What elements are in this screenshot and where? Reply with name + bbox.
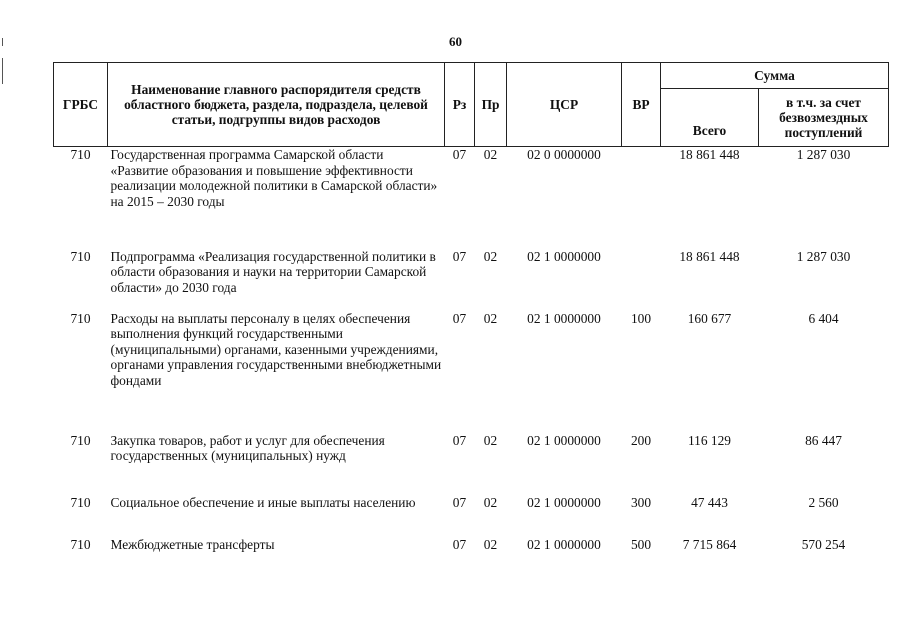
table-header [54, 63, 889, 147]
cell-free: 86 447 [805, 432, 842, 448]
cell-rz: 07 [452, 248, 467, 264]
cell-csr: 02 1 0000000 [527, 536, 601, 552]
cell-free: 2 560 [808, 494, 839, 510]
cell-grbs: 710 [70, 536, 91, 552]
table-row [54, 433, 889, 495]
cell-csr: 02 1 0000000 [527, 310, 601, 326]
cell-name: Государственная программа Самарской области «Развитие образования и повышение эффективности реализации молодежной политики в Самарской области» на 2015 – 2030 годы [110, 147, 438, 209]
cell-rz: 07 [452, 536, 467, 552]
table-row [54, 249, 889, 311]
cell-vr: 200 [630, 432, 652, 448]
header-total: Всего [661, 89, 759, 147]
cell-free: 6 404 [808, 310, 839, 326]
cell-pr: 02 [483, 248, 498, 264]
header-grbs: ГРБС [54, 63, 108, 147]
cell-vr [622, 147, 661, 249]
table-body [54, 147, 889, 557]
cell-name: Социальное обеспечение и иные выплаты населению [110, 494, 416, 510]
cell-grbs: 710 [70, 494, 91, 510]
cell-free: 1 287 030 [796, 147, 851, 162]
table-row [54, 495, 889, 537]
header-csr: ЦСР [507, 63, 622, 147]
table-row [54, 147, 889, 249]
header-rz: Рз [445, 63, 475, 147]
cell-name: Расходы на выплаты персоналу в целях обеспечения выполнения функций государственными (муниципальными) органами, казенными учреждениями, органами управления государственными внебюджетными фондами [110, 310, 442, 388]
cell-name: Межбюджетные трансферты [110, 536, 275, 552]
header-sum: Сумма [661, 63, 889, 89]
cell-free: 1 287 030 [796, 248, 851, 264]
cell-grbs: 710 [70, 147, 91, 162]
cell-rz: 07 [452, 147, 467, 162]
cell-total: 116 129 [687, 432, 732, 448]
cell-csr: 02 1 0000000 [527, 432, 601, 448]
header-vr: ВР [622, 63, 661, 147]
cell-total: 18 861 448 [679, 147, 740, 162]
cell-csr: 02 1 0000000 [527, 494, 601, 510]
cell-csr: 02 1 0000000 [527, 248, 601, 264]
cell-rz: 07 [452, 432, 467, 448]
cell-pr: 02 [483, 536, 498, 552]
table-row [54, 537, 889, 557]
budget-table [53, 62, 889, 557]
cell-rz: 07 [452, 310, 467, 326]
cell-vr [622, 249, 661, 311]
cell-pr: 02 [483, 432, 498, 448]
cell-grbs: 710 [70, 432, 91, 448]
cell-grbs: 710 [70, 248, 91, 264]
cell-grbs: 710 [70, 310, 91, 326]
cell-name: Подпрограмма «Реализация государственной политики в области образования и науки на территории Самарской области» до 2030 года [110, 248, 436, 295]
cell-free: 570 254 [801, 536, 846, 552]
cell-total: 18 861 448 [679, 248, 740, 264]
cell-name: Закупка товаров, работ и услуг для обеспечения государственных (муниципальных) нужд [110, 432, 385, 463]
cell-vr: 500 [630, 536, 652, 552]
cell-total: 47 443 [691, 494, 728, 510]
cell-pr: 02 [483, 494, 498, 510]
header-free: в т.ч. за счет безвозмездных поступлений [759, 89, 889, 147]
cell-csr: 02 0 0000000 [527, 147, 601, 162]
cell-vr: 100 [630, 310, 652, 326]
cell-rz: 07 [452, 494, 467, 510]
cell-total: 160 677 [687, 310, 732, 326]
page-number: 60 [449, 34, 462, 49]
header-name: Наименование главного распорядителя средств областного бюджета, раздела, подраздела, целевой статьи, подгруппы видов расходов [108, 63, 445, 147]
cell-total: 7 715 864 [682, 536, 737, 552]
cell-pr: 02 [483, 310, 498, 326]
header-pr: Пр [475, 63, 507, 147]
cell-pr: 02 [483, 147, 498, 162]
scan-artifact-mark [2, 58, 3, 84]
table-row [54, 311, 889, 433]
cell-vr: 300 [630, 494, 652, 510]
